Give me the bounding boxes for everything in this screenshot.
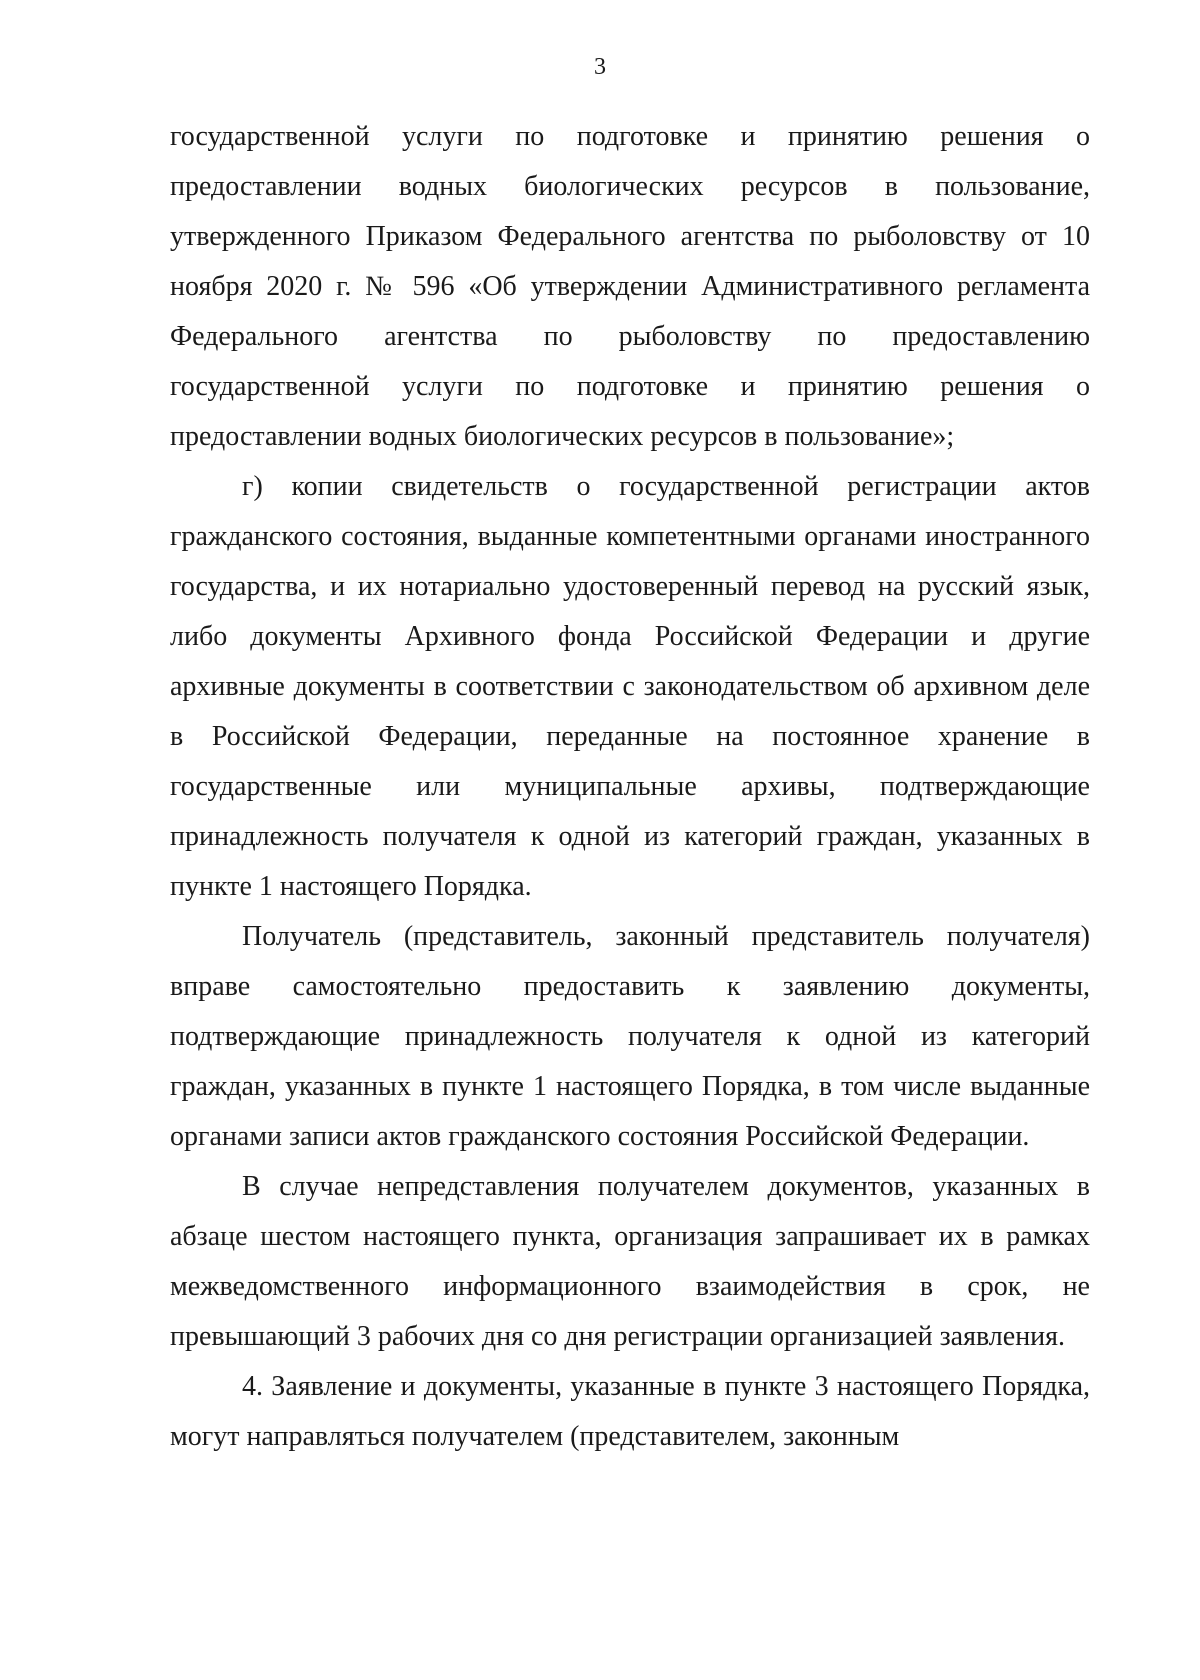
paragraph-item-4: 4. Заявление и документы, указанные в пункте 3 настоящего Порядка, могут направляться получателем (представителем, законным <box>170 1371 1090 1452</box>
paragraph-continuation: государственной услуги по подготовке и принятию решения о предоставлении водных биологических ресурсов в пользование, утвержденного Приказом Федерального агентства по рыболовству от 10 ноября 2020 г. № 596 «Об утверждении Административного регламента Федерального агентства по рыболовству по предоставлению государственной услуги по подготовке и принятию решения о предоставлении водных биологических ресурсов в пользование»; <box>170 121 1090 452</box>
paragraph-item-g: г) копии свидетельств о государственной регистрации актов гражданского состояния, выданные компетентными органами иностранного государства, и их нотариально удостоверенный перевод на русский язык, либо документы Архивного фонда Российской Федерации и другие архивные документы в соответствии с законодательством об архивном деле в Российской Федерации, переданные на постоянное хранение в государственные или муниципальные архивы, подтверждающие принадлежность получателя к одной из категорий граждан, указанных в пункте 1 настоящего Порядка. <box>170 471 1090 902</box>
paragraph-non-submission: В случае непредставления получателем документов, указанных в абзаце шестом настоящего пункта, организация запрашивает их в рамках межведомственного информационного взаимодействия в срок, не превышающий 3 рабочих дня со дня регистрации организацией заявления. <box>170 1171 1090 1352</box>
document-body <box>170 112 1090 1462</box>
page-number: 3 <box>594 54 606 80</box>
paragraph-recipient-right: Получатель (представитель, законный представитель получателя) вправе самостоятельно предоставить к заявлению документы, подтверждающие принадлежность получателя к одной из категорий граждан, указанных в пункте 1 настоящего Порядка, в том числе выданные органами записи актов гражданского состояния Российской Федерации. <box>170 921 1090 1152</box>
